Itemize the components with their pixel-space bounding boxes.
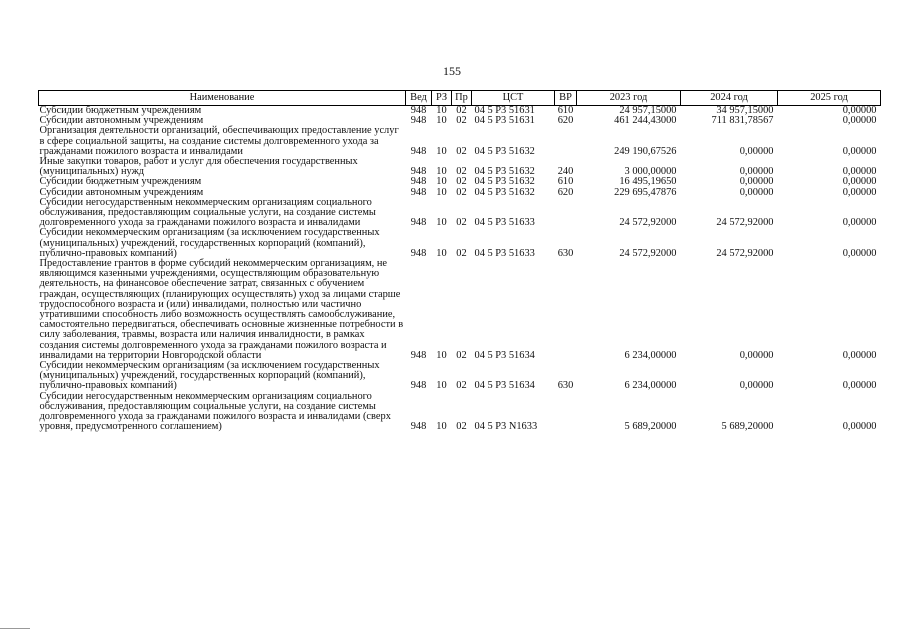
row-ved: 948 [410,176,427,188]
row-2024: 0,00000 [739,166,774,178]
row-cst: 04 5 Р3 51632 [474,176,535,188]
row-2024: 0,00000 [739,186,774,198]
row-cst: 04 5 Р3 51634 [474,380,535,392]
row-name: Субсидии бюджетным учреждениям [39,176,202,188]
row-rz: 10 [436,217,447,229]
row-vr: 620 [557,186,574,198]
table-row [39,361,881,392]
row-name: Субсидии некоммерческим организациям (за исключением государственных (муниципальных) учреждений, государственных корпораций (компаний), публично-правовых компаний) [39,360,380,392]
row-pr: 02 [456,176,467,188]
row-ved: 948 [410,166,427,178]
row-2025: 0,00000 [842,349,877,361]
row-2023: 6 234,00000 [624,349,677,361]
table-row [39,198,881,229]
row-2025: 0,00000 [842,145,877,157]
header-cst: ЦСТ [472,91,555,106]
row-2024: 34 957,15000 [716,105,774,116]
page-edge-mark [0,628,30,629]
row-pr: 02 [456,115,467,127]
row-rz: 10 [436,105,447,116]
header-vr: ВР [555,91,577,106]
row-pr: 02 [456,186,467,198]
row-vr [555,392,577,433]
row-2023: 16 495,19650 [619,176,677,188]
row-rz: 10 [436,166,447,178]
row-pr: 02 [456,349,467,361]
table-row [39,228,881,259]
row-2024: 0,00000 [739,176,774,188]
row-ved: 948 [410,349,427,361]
row-name: Субсидии автономным учреждениям [39,115,204,127]
row-2025: 0,00000 [842,186,877,198]
header-rz: РЗ [432,91,452,106]
row-vr: 240 [557,166,574,178]
header-2024: 2024 год [681,91,778,106]
row-cst: 04 5 Р3 51631 [474,115,535,127]
row-pr: 02 [456,145,467,157]
table-body [39,106,881,433]
row-name: Предоставление грантов в форме субсидий некоммерческим организациям, не являющимся казенными учреждениями, осуществляющим образовательную деятельность, на финансовое обеспечение затрат, связанных с обучением граждан, осуществляющих (планирующих осуществлять) уход за лицами старше трудоспособного возраста и (или) инвалидами, полностью или частично утратившими способность либо возможность осуществлять самообслуживание, самостоятельно передвигаться, обеспечивать основные жизненные потребности в силу заболевания, травмы, возраста или наличия инвалидности, в рамках создания системы долговременного ухода за гражданами пожилого возраста и инвалидами на территории Новгородской области [39,258,404,361]
table-row [39,126,881,157]
row-ved: 948 [410,421,427,433]
row-pr: 02 [456,421,467,433]
row-2023: 24 572,92000 [619,217,677,229]
row-2025: 0,00000 [842,105,877,116]
row-vr: 610 [557,105,574,116]
row-2024: 711 831,78567 [711,115,774,127]
row-rz: 10 [436,247,447,259]
row-rz: 10 [436,349,447,361]
table-row [39,157,881,177]
row-pr: 02 [456,166,467,178]
row-2023: 229 695,47876 [614,186,677,198]
page-number: 155 [443,64,461,78]
row-2025: 0,00000 [842,166,877,178]
row-pr: 02 [456,380,467,392]
row-2023: 5 689,20000 [624,421,677,433]
row-cst: 04 5 Р3 51632 [474,166,535,178]
row-name: Субсидии бюджетным учреждениям [39,105,202,116]
row-2023: 461 244,43000 [614,115,677,127]
table-row [39,392,881,433]
row-2023: 249 190,67526 [614,145,677,157]
row-name: Субсидии некоммерческим организациям (за исключением государственных (муниципальных) учреждений, государственных корпораций (компаний), публично-правовых компаний) [39,227,380,259]
row-cst: 04 5 Р3 N1633 [474,421,538,433]
row-cst: 04 5 Р3 51632 [474,186,535,198]
row-2024: 5 689,20000 [721,421,774,433]
row-cst: 04 5 Р3 51633 [474,217,535,229]
row-vr [555,198,577,229]
row-vr [555,259,577,361]
row-vr [555,126,577,157]
row-2025: 0,00000 [842,115,877,127]
table-row [39,259,881,361]
row-2024: 24 572,92000 [716,217,774,229]
row-rz: 10 [436,115,447,127]
row-cst: 04 5 Р3 51632 [474,145,535,157]
row-cst: 04 5 Р3 51633 [474,247,535,259]
row-vr: 620 [557,115,574,127]
row-ved: 948 [410,217,427,229]
row-2024: 24 572,92000 [716,247,774,259]
row-vr: 630 [557,247,574,259]
row-2023: 24 957,15000 [619,105,677,116]
row-pr: 02 [456,105,467,116]
row-ved: 948 [410,115,427,127]
row-2023: 6 234,00000 [624,380,677,392]
row-cst: 04 5 Р3 51631 [474,105,535,116]
header-pr: Пр [452,91,472,106]
row-2025: 0,00000 [842,217,877,229]
row-ved: 948 [410,145,427,157]
row-name: Организация деятельности организаций, обеспечивающих предоставление услуг в сфере социальной защиты, на создание системы долговременного ухода за гражданами пожилого возраста и инвалидами [39,125,399,157]
row-ved: 948 [410,105,427,116]
header-2023: 2023 год [577,91,681,106]
row-rz: 10 [436,380,447,392]
budget-table [38,90,881,433]
row-rz: 10 [436,176,447,188]
row-cst: 04 5 Р3 51634 [474,349,535,361]
row-2024: 0,00000 [739,380,774,392]
row-2023: 24 572,92000 [619,247,677,259]
row-rz: 10 [436,145,447,157]
row-pr: 02 [456,247,467,259]
header-ved: Вед [406,91,432,106]
row-vr: 610 [557,176,574,188]
row-2025: 0,00000 [842,380,877,392]
header-2025: 2025 год [778,91,881,106]
row-2025: 0,00000 [842,247,877,259]
table-header-row [39,91,881,106]
row-name: Субсидии негосударственным некоммерческим организациям социального обслуживания, предоставляющим социальные услуги, на создание системы долговременного ухода за гражданами пожилого возраста и инвалидами [39,196,376,229]
row-2025: 0,00000 [842,421,877,433]
row-rz: 10 [436,186,447,198]
row-name: Иные закупки товаров, работ и услуг для обеспечения государственных (муниципальных) нужд [39,156,358,178]
row-pr: 02 [456,217,467,229]
row-2024: 0,00000 [739,349,774,361]
row-vr: 630 [557,380,574,392]
row-name: Субсидии негосударственным некоммерческим организациям социального обслуживания, предоставляющим социальные услуги, на создание системы долговременного ухода за гражданами пожилого возраста и инвалидами (сверх уровня, предусмотренного соглашением) [39,390,391,433]
row-ved: 948 [410,247,427,259]
row-2025: 0,00000 [842,176,877,188]
header-name: Наименование [39,91,406,106]
row-ved: 948 [410,380,427,392]
row-name: Субсидии автономным учреждениям [39,186,204,198]
row-ved: 948 [410,186,427,198]
row-2023: 3 000,00000 [624,166,677,178]
row-rz: 10 [436,421,447,433]
row-2024: 0,00000 [739,145,774,157]
